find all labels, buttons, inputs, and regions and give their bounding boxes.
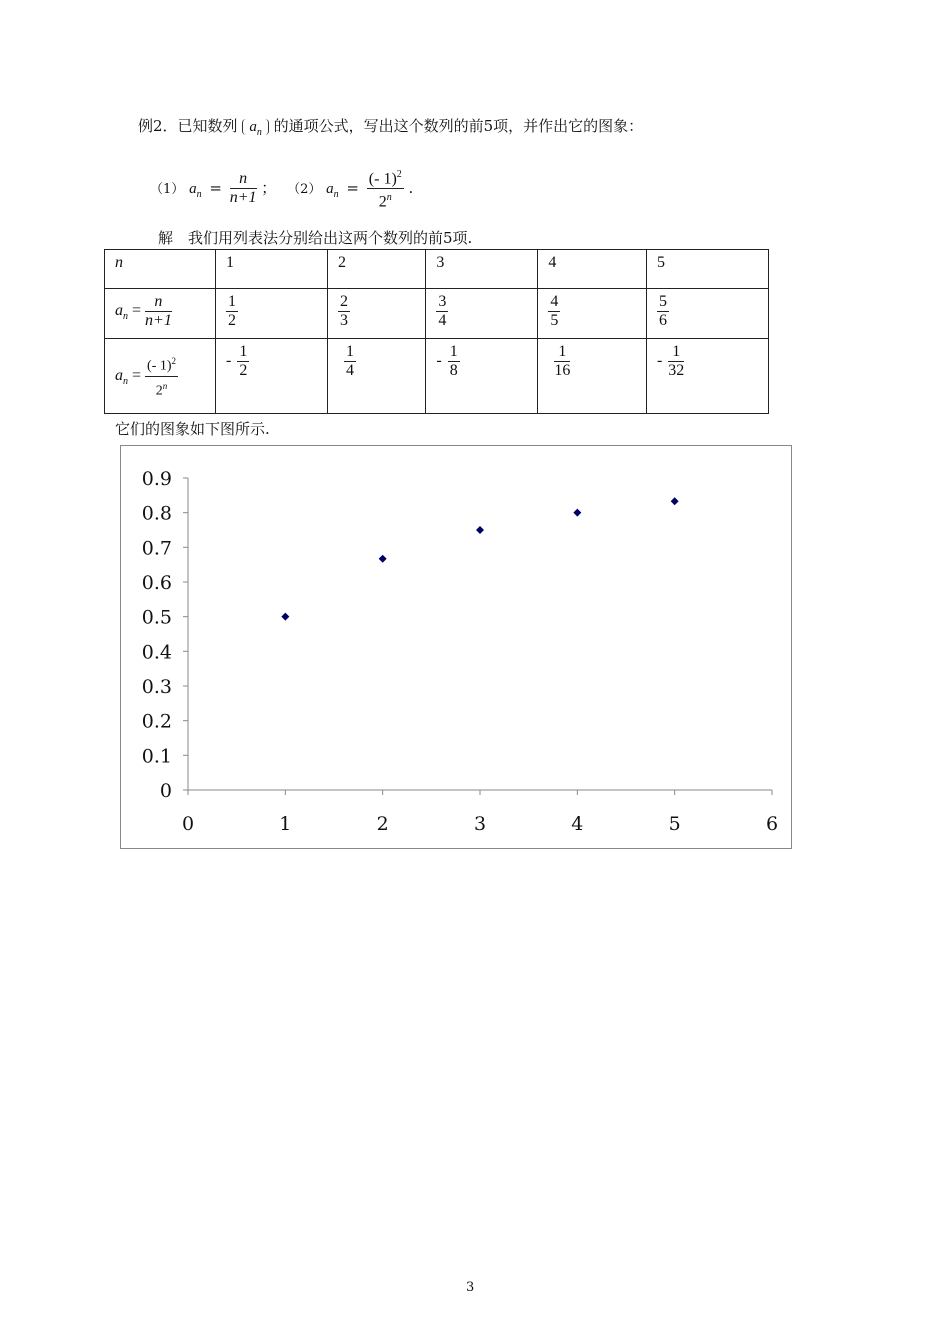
row1-lhs <box>115 302 128 323</box>
part1-fraction <box>230 170 257 207</box>
row2-fraction <box>145 352 178 400</box>
y-tick-label: 0.1 <box>141 745 172 768</box>
part2-numerator <box>367 166 404 189</box>
data-point <box>671 497 679 505</box>
table-cell <box>216 289 328 339</box>
table-row-n <box>105 250 769 289</box>
part2-den-sup: n <box>386 192 392 204</box>
cell-denominator: 32 <box>668 362 685 379</box>
cell-numerator: 5 <box>658 293 667 310</box>
row2-num-text: (- 1) <box>147 358 172 374</box>
table-cell <box>646 289 768 339</box>
cell-fraction <box>226 293 238 330</box>
graph-caption: 它们的图象如下图所示. <box>115 420 270 438</box>
y-tick-label: 0.2 <box>141 710 172 733</box>
row2-numerator <box>145 352 178 377</box>
y-tick-label: 0.6 <box>141 572 172 594</box>
row2-den-sup: n <box>162 380 168 391</box>
cell-denominator: 3 <box>339 312 348 329</box>
part2-label: （2） <box>287 181 322 197</box>
cell-fraction <box>554 343 570 380</box>
cell-fraction <box>548 293 560 330</box>
problem-formulas <box>150 166 413 212</box>
row2-lhs <box>115 366 128 387</box>
cell-numerator: 4 <box>550 293 559 310</box>
row1-denominator: n+1 <box>145 312 172 329</box>
y-tick-label: 0.9 <box>141 468 172 490</box>
row2-equals: = <box>132 366 142 384</box>
y-tick-label: 0 <box>159 780 172 802</box>
cell-denominator: 8 <box>449 362 458 379</box>
scatter-chart-frame <box>120 445 792 849</box>
cell-numerator: 1 <box>345 343 354 360</box>
cell-fraction <box>668 343 684 380</box>
row2-den-text: 2 <box>155 383 163 399</box>
x-tick-label: 1 <box>279 813 292 835</box>
cell-fraction <box>657 293 669 330</box>
row2-lhs-sub: n <box>123 375 128 387</box>
y-tick-label: 0.7 <box>141 537 172 560</box>
table-header-cell: 3 <box>426 250 538 289</box>
cell-numerator: 1 <box>239 343 248 360</box>
part1-numerator: n <box>230 170 257 189</box>
cell-sign: - <box>656 352 663 370</box>
part1-lhs-sub: n <box>196 188 202 200</box>
part1-lhs <box>189 180 202 200</box>
row2-num-sup: 2 <box>171 355 177 366</box>
table-cell <box>538 289 647 339</box>
part2-den-text: 2 <box>378 193 387 211</box>
row2-formula <box>105 339 216 414</box>
row1-numerator: n <box>145 293 172 312</box>
table-row-formula1 <box>105 289 769 339</box>
part2-equals: = <box>346 178 359 197</box>
row1-lhs-letter: a <box>115 302 123 320</box>
sequence-symbol <box>242 119 269 138</box>
cell-denominator: 4 <box>438 312 447 329</box>
data-point <box>476 526 484 534</box>
sequence-table <box>104 249 769 414</box>
part1-denominator: n+1 <box>229 189 257 207</box>
part2-lhs <box>326 180 339 200</box>
page-number: 3 <box>466 1280 475 1295</box>
part2-num-sup: 2 <box>396 169 402 180</box>
cell-denominator: 2 <box>228 312 236 329</box>
y-tick-label: 0.4 <box>141 641 172 664</box>
table-cell <box>327 289 425 339</box>
part1-lhs-letter: a <box>189 180 197 197</box>
solution-line: 解 我们用列表法分别给出这两个数列的前5项. <box>158 229 473 247</box>
row1-equals: = <box>132 302 142 320</box>
intro-prefix: 例2．已知数列 <box>138 117 238 135</box>
data-point <box>281 613 289 621</box>
formula-end: . <box>408 178 414 197</box>
cell-numerator: 2 <box>339 293 348 310</box>
seq-symbol-sub: n <box>256 127 262 138</box>
table-header-cell: 1 <box>216 250 328 289</box>
x-tick-label: 5 <box>668 813 681 835</box>
formula-separator: ； <box>261 178 277 197</box>
table-cell <box>646 339 768 414</box>
table-header-cell: 2 <box>327 250 425 289</box>
part2-lhs-sub: n <box>333 188 339 200</box>
problem-intro <box>138 115 643 138</box>
part2-lhs-letter: a <box>326 180 334 197</box>
part1-equals: = <box>209 178 222 197</box>
cell-numerator: 1 <box>554 343 570 362</box>
cell-fraction <box>448 343 460 380</box>
part2-num-text: (- 1) <box>368 170 397 188</box>
scatter-chart <box>121 446 793 850</box>
cell-fraction <box>237 343 249 380</box>
seq-symbol-letter: a <box>249 119 257 135</box>
table-header-cell: 5 <box>646 250 768 289</box>
table-cell <box>327 339 425 414</box>
cell-fraction <box>344 343 356 380</box>
cell-denominator: 2 <box>239 362 248 379</box>
table-row-formula2 <box>105 339 769 414</box>
cell-sign: - <box>436 352 442 370</box>
row1-lhs-sub: n <box>123 311 128 323</box>
row2-denominator <box>145 377 178 401</box>
table-cell <box>426 339 538 414</box>
x-tick-label: 6 <box>765 813 779 835</box>
data-point <box>573 509 581 517</box>
y-tick-label: 0.8 <box>141 502 172 525</box>
x-tick-label: 4 <box>571 813 584 835</box>
table-cell <box>426 289 538 339</box>
cell-denominator: 5 <box>550 312 559 329</box>
cell-sign: - <box>226 352 232 370</box>
table-cell <box>538 339 647 414</box>
table-header-cell: 4 <box>538 250 647 289</box>
cell-numerator: 1 <box>228 293 236 310</box>
y-tick-label: 0.5 <box>141 606 172 629</box>
cell-denominator: 16 <box>554 362 571 379</box>
row1-fraction <box>145 293 172 330</box>
x-tick-label: 3 <box>473 813 487 835</box>
row1-formula <box>105 289 216 339</box>
cell-numerator: 1 <box>449 343 458 360</box>
table-cell <box>216 339 328 414</box>
cell-fraction <box>436 293 448 330</box>
cell-numerator: 3 <box>438 293 447 310</box>
cell-numerator: 1 <box>668 343 684 362</box>
cell-denominator: 4 <box>345 362 354 379</box>
cell-fraction <box>338 293 350 330</box>
part2-denominator <box>367 189 404 211</box>
table-header-label: n <box>105 250 216 289</box>
row2-lhs-letter: a <box>115 366 123 384</box>
part1-label: （1） <box>150 181 185 197</box>
data-point <box>379 555 387 563</box>
x-tick-label: 0 <box>181 813 195 835</box>
part2-fraction <box>367 166 404 212</box>
x-tick-label: 2 <box>376 813 389 835</box>
cell-denominator: 6 <box>658 312 667 329</box>
y-tick-label: 0.3 <box>141 676 172 698</box>
intro-suffix: 的通项公式，写出这个数列的前5项，并作出它的图象： <box>273 117 644 135</box>
